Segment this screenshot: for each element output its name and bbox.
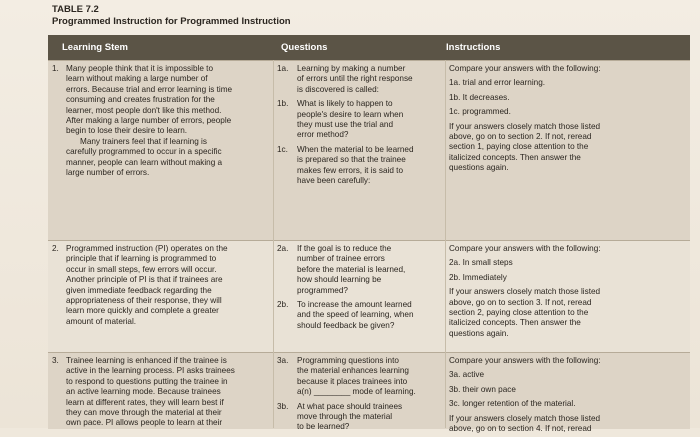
question-line: What is likely to happen to <box>297 99 393 109</box>
stem-number: 3. <box>52 356 59 365</box>
question-line: before the material is learned, <box>297 264 406 274</box>
learning-stem-cell <box>52 244 264 327</box>
stem-line: principle that if learning is programmed to <box>66 254 217 264</box>
column-divider <box>273 60 274 428</box>
learning-stem-cell <box>52 64 264 178</box>
question-item <box>277 64 439 95</box>
instructions-intro: Compare your answers with the following: <box>449 244 601 253</box>
stem-line: errors. Because trial and error learning is time <box>66 84 233 94</box>
column-divider <box>445 60 446 428</box>
question-line: makes few errors, it is said to <box>297 165 404 175</box>
stem-line: occur in small steps, few errors will occur. <box>66 264 217 274</box>
stem-line: Many trainers feel that if learning is <box>80 136 207 146</box>
question-text <box>297 402 402 433</box>
header-questions: Questions <box>281 42 328 53</box>
instructions-intro: Compare your answers with the following: <box>449 64 601 73</box>
question-line: When the material to be learned <box>297 144 414 154</box>
instructions-cell <box>449 64 687 174</box>
question-line: Programming questions into <box>297 356 399 365</box>
stem-line: given immediate feedback regarding the <box>66 285 212 295</box>
question-line: If the goal is to reduce the <box>297 244 392 253</box>
question-text <box>297 99 403 141</box>
instructions-cell <box>449 356 687 434</box>
question-number: 1b. <box>277 99 289 109</box>
header-instructions: Instructions <box>446 42 501 53</box>
answer-line: 2b. Immediately <box>449 272 507 282</box>
stem-line: learner, most people don't like this method. <box>66 105 222 115</box>
question-text <box>297 356 416 398</box>
question-text <box>297 64 413 95</box>
question-line: the material enhances learning <box>297 366 409 376</box>
instruction-line: italicized concepts. Then answer the <box>449 318 581 328</box>
question-item <box>277 99 439 141</box>
stem-line: active in the learning process. PI asks trainees <box>66 366 235 376</box>
stem-text <box>66 356 235 429</box>
stem-line: Trainee learning is enhanced if the trainee is <box>66 356 227 365</box>
answer-line: 2a. In small steps <box>449 258 513 268</box>
answer-line: 1b. It decreases. <box>449 92 510 102</box>
question-item <box>277 402 439 433</box>
spacer <box>277 331 439 335</box>
question-line: move through the material <box>297 412 393 422</box>
question-line: people's desire to learn when <box>297 109 404 119</box>
stem-line: they can move through the material at their <box>66 408 222 418</box>
instruction-line: italicized concepts. Then answer the <box>449 152 581 162</box>
answer-line: 1c. programmed. <box>449 107 511 117</box>
spacer <box>277 433 439 437</box>
stem-text <box>66 244 228 327</box>
instruction-line: questions again. <box>449 163 509 173</box>
question-line: of errors until the right response <box>297 74 413 84</box>
question-item <box>277 145 439 187</box>
question-item <box>277 244 439 296</box>
stem-paragraph <box>52 244 264 327</box>
learning-stem-cell <box>52 356 264 429</box>
question-number: 2a. <box>277 244 289 253</box>
question-line: should feedback be given? <box>297 320 395 330</box>
question-line: have been carefully: <box>297 176 371 186</box>
stem-paragraph <box>52 64 264 178</box>
instruction-line: above, go on to section 3. If not, reread <box>449 297 592 307</box>
question-text <box>297 145 414 187</box>
stem-line: amount of material. <box>66 316 137 326</box>
questions-cell <box>277 356 439 437</box>
instruction-line: section 2, paying close attention to the <box>449 308 589 318</box>
instruction-line: section 1, paying close attention to the <box>449 142 589 152</box>
question-text <box>297 244 405 296</box>
programmed-instruction-table <box>48 35 690 434</box>
stem-line: Programmed instruction (PI) operates on the <box>66 244 228 253</box>
stem-line: learn at different rates, they will learn best if <box>66 397 224 407</box>
question-line: to be learned? <box>297 422 350 432</box>
answer-line: 3a. active <box>449 370 485 380</box>
question-number: 3b. <box>277 401 289 411</box>
table-caption <box>52 4 291 27</box>
question-line: how should learning be <box>297 275 382 285</box>
instruction-line: If your answers closely match those listed <box>449 121 601 131</box>
question-line: because it places trainees into <box>297 376 408 386</box>
stem-line: an active learning mode. Because trainees <box>66 387 221 397</box>
table-label: TABLE 7.2 <box>52 4 99 15</box>
question-line: is prepared so that the trainee <box>297 155 406 165</box>
question-number: 1c. <box>277 144 288 154</box>
stem-line: large number of errors. <box>66 168 150 178</box>
instruction-line: If your answers closely match those listed <box>449 287 601 297</box>
stem-line: carefully programmed to occur in a specific <box>66 147 222 157</box>
question-line: programmed? <box>297 285 348 295</box>
instruction-line: If your answers closely match those listed <box>449 413 601 423</box>
question-line: they must use the trial and <box>297 120 394 130</box>
stem-line: Many people think that it is impossible to <box>66 64 213 73</box>
questions-cell <box>277 64 439 190</box>
stem-number: 2. <box>52 244 59 253</box>
instruction-line: above, go on to section 4. If not, reread <box>449 424 592 434</box>
stem-line: manner, people can learn without making a <box>66 157 223 167</box>
question-number: 1a. <box>277 64 289 73</box>
stem-text <box>66 64 232 178</box>
question-line: error method? <box>297 130 349 140</box>
instructions-intro: Compare your answers with the following: <box>449 356 601 365</box>
table-title: Programmed Instruction for Programmed Instruction <box>52 15 291 27</box>
answer-line: 3b. their own pace <box>449 384 516 394</box>
question-line: number of trainee errors <box>297 254 385 264</box>
answer-line: 3c. longer retention of the material. <box>449 399 576 409</box>
stem-number: 1. <box>52 64 59 73</box>
table-header <box>48 35 690 60</box>
stem-line: appropriateness of their response, they will <box>66 296 222 306</box>
stem-line: After making a large number of errors, people <box>66 116 232 126</box>
stem-line: learn without making a large number of <box>66 74 208 84</box>
question-line: is discovered is called: <box>297 84 379 94</box>
question-line: At what pace should trainees <box>297 401 403 411</box>
question-text <box>297 300 414 331</box>
stem-line: consuming and creates frustration for the <box>66 95 215 105</box>
question-line: and the speed of learning, when <box>297 310 414 320</box>
question-line: To increase the amount learned <box>297 300 412 310</box>
stem-line: own pace. PI allows people to learn at their <box>66 418 223 428</box>
question-line: a(n) ________ mode of learning. <box>297 387 416 397</box>
questions-cell <box>277 244 439 335</box>
instruction-line: above, go on to section 2. If not, reread <box>449 132 592 142</box>
question-number: 2b. <box>277 300 289 310</box>
stem-paragraph <box>52 356 264 429</box>
stem-line: begin to lose their desire to learn. <box>66 126 188 136</box>
spacer <box>277 186 439 190</box>
answer-line: 1a. trial and error learning. <box>449 78 546 88</box>
question-number: 3a. <box>277 356 289 365</box>
question-item <box>277 356 439 398</box>
question-line: Learning by making a number <box>297 64 406 73</box>
question-item <box>277 300 439 331</box>
stem-line: learn more quickly and complete a greater <box>66 306 219 316</box>
instructions-cell <box>449 244 687 339</box>
header-learning-stem: Learning Stem <box>62 42 128 53</box>
stem-line: Another principle of PI is that if trainees are <box>66 275 223 285</box>
stem-line: to respond to questions putting the trainee in <box>66 376 228 386</box>
instruction-line: questions again. <box>449 328 509 338</box>
